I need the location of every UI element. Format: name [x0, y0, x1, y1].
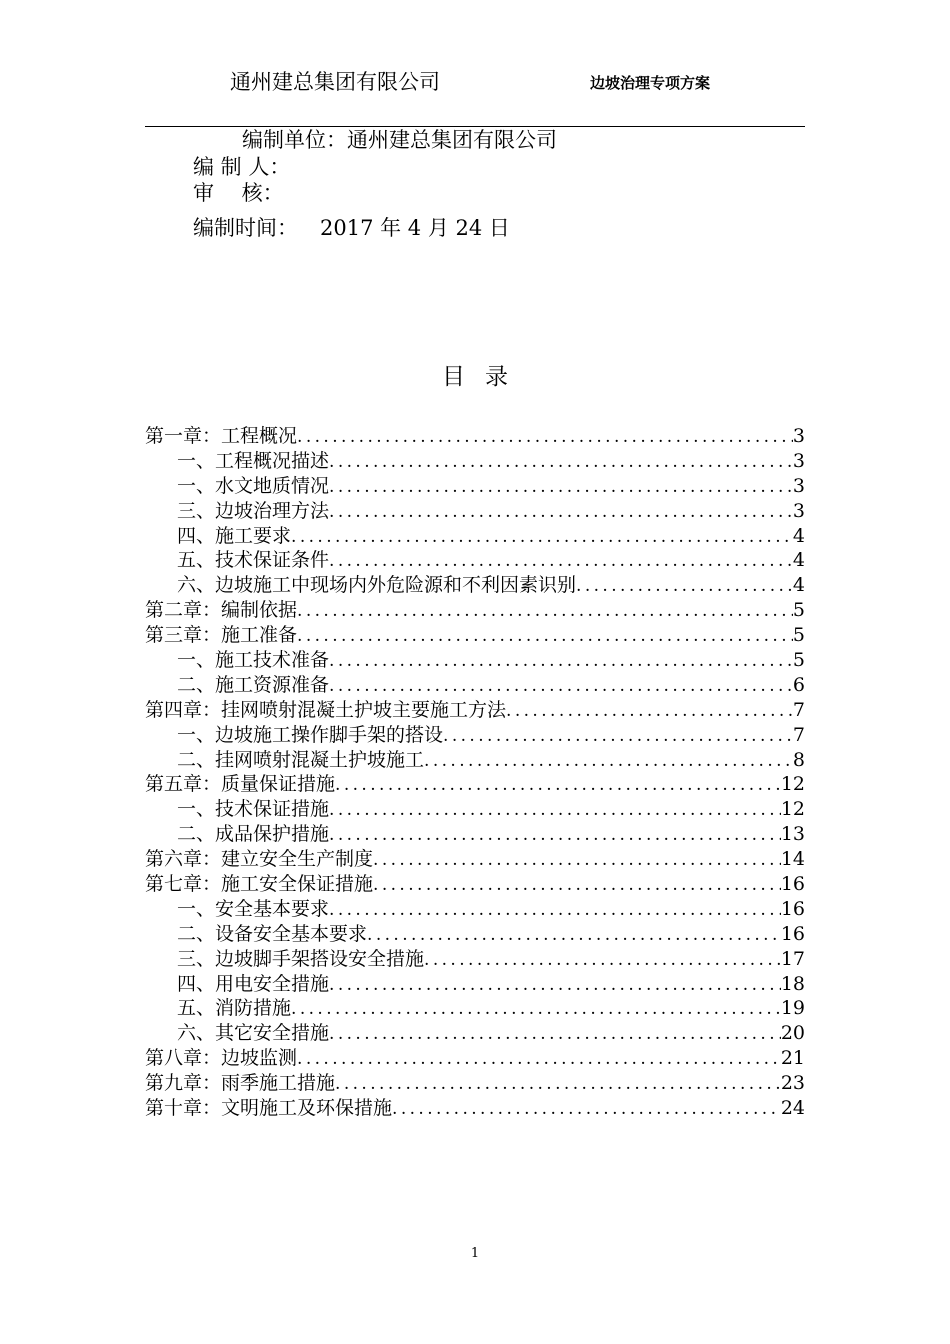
toc-entry-label: 第一章：工程概况 [145, 425, 298, 447]
toc-dot-leader [291, 997, 781, 1022]
toc-entry-page: 8 [792, 748, 805, 771]
toc-section-entry[interactable] [145, 524, 805, 549]
toc-entry-label: 第八章：边坡监测 [145, 1047, 298, 1070]
toc-entry-page: 3 [792, 499, 805, 522]
toc-entry-page: 6 [792, 673, 805, 696]
toc-section-entry[interactable] [145, 548, 805, 573]
toc-entry-page: 13 [780, 823, 805, 846]
toc-entry-page: 7 [792, 723, 805, 746]
toc-dot-leader [506, 699, 793, 724]
toc-entry-page: 21 [780, 1047, 805, 1070]
toc-entry-page: 4 [792, 524, 805, 547]
toc-entry-label: 第十章：文明施工及环保措施 [145, 1097, 393, 1120]
toc-dot-leader [373, 873, 781, 898]
toc-entry-label: 第三章：施工准备 [145, 624, 298, 647]
toc-chapter-entry[interactable] [145, 1071, 805, 1096]
toc-entry-label: 一、工程概况描述 [177, 449, 330, 472]
toc-entry-page: 5 [792, 599, 805, 622]
toc-section-entry[interactable] [145, 748, 805, 773]
toc-dot-leader [335, 773, 781, 798]
toc-entry-label: 第七章：施工安全保证措施 [145, 873, 374, 896]
toc-dot-leader [329, 823, 781, 848]
meta-date [193, 212, 510, 242]
toc-entry-label: 第四章：挂网喷射混凝土护坡主要施工方法 [145, 698, 507, 721]
toc-section-entry[interactable] [145, 797, 805, 822]
toc-entry-label: 二、施工资源准备 [177, 673, 330, 696]
toc-section-entry[interactable] [145, 996, 805, 1021]
toc-dot-leader [329, 450, 793, 475]
toc-section-entry[interactable] [145, 474, 805, 499]
meta-editor: 编 制 人： [193, 155, 291, 179]
toc-dot-leader [392, 1097, 781, 1122]
toc-entry-label: 第九章：雨季施工措施 [145, 1072, 336, 1095]
toc-entry-page: 20 [780, 1022, 805, 1045]
toc-entry-page: 3 [792, 474, 805, 497]
toc-section-entry[interactable] [145, 573, 805, 598]
toc-entry-page: 5 [792, 649, 805, 672]
toc-dot-leader [329, 798, 781, 823]
meta-unit: 编制单位：通州建总集团有限公司 [242, 128, 557, 152]
toc-dot-leader [443, 724, 793, 749]
toc-section-entry[interactable] [145, 723, 805, 748]
toc-dot-leader [329, 549, 793, 574]
toc-dot-leader [329, 898, 781, 923]
toc-dot-leader [297, 624, 793, 649]
toc-entry-page: 19 [780, 997, 805, 1020]
toc-entry-label: 四、用电安全措施 [177, 972, 330, 995]
toc-entry-label: 第五章：质量保证措施 [145, 773, 336, 796]
toc-section-entry[interactable] [145, 673, 805, 698]
toc-section-entry[interactable] [145, 822, 805, 847]
toc-section-entry[interactable] [145, 648, 805, 673]
meta-date-value: 2017 年 4 月 24 日 [320, 216, 510, 240]
toc-dot-leader [329, 674, 793, 699]
table-of-contents [145, 424, 805, 1121]
toc-entry-page: 12 [780, 773, 805, 796]
toc-section-entry[interactable] [145, 897, 805, 922]
toc-dot-leader [329, 1022, 781, 1047]
toc-section-entry[interactable] [145, 947, 805, 972]
toc-chapter-entry[interactable] [145, 623, 805, 648]
toc-entry-page: 12 [780, 798, 805, 821]
toc-entry-page: 23 [780, 1072, 805, 1095]
toc-section-entry[interactable] [145, 1021, 805, 1046]
toc-entry-label: 第六章：建立安全生产制度 [145, 848, 374, 871]
toc-entry-page: 5 [792, 624, 805, 647]
toc-entry-label: 二、成品保护措施 [177, 823, 330, 846]
toc-entry-label: 六、其它安全措施 [177, 1022, 330, 1045]
toc-chapter-entry[interactable] [145, 598, 805, 623]
toc-chapter-entry[interactable] [145, 424, 805, 449]
header-company: 通州建总集团有限公司 [230, 70, 440, 94]
toc-entry-page: 18 [780, 972, 805, 995]
toc-chapter-entry[interactable] [145, 872, 805, 897]
toc-dot-leader [329, 475, 793, 500]
toc-entry-label: 第二章：编制依据 [145, 599, 298, 622]
toc-chapter-entry[interactable] [145, 1096, 805, 1121]
toc-entry-label: 五、消防措施 [177, 997, 292, 1020]
toc-entry-label: 三、边坡治理方法 [177, 499, 330, 522]
toc-entry-label: 一、边坡施工操作脚手架的搭设 [177, 723, 444, 746]
toc-entry-page: 16 [780, 922, 805, 945]
toc-entry-label: 一、安全基本要求 [177, 897, 330, 920]
toc-dot-leader [291, 525, 793, 550]
toc-chapter-entry[interactable] [145, 1046, 805, 1071]
page-number: 1 [470, 1246, 480, 1261]
toc-entry-page: 4 [792, 549, 805, 572]
toc-chapter-entry[interactable] [145, 698, 805, 723]
toc-section-entry[interactable] [145, 972, 805, 997]
toc-entry-label: 二、设备安全基本要求 [177, 922, 368, 945]
meta-date-label: 编制时间： [193, 216, 298, 240]
toc-section-entry[interactable] [145, 499, 805, 524]
toc-section-entry[interactable] [145, 449, 805, 474]
toc-entry-label: 一、施工技术准备 [177, 649, 330, 672]
meta-reviewer: 审 核： [193, 181, 284, 205]
toc-dot-leader [373, 848, 781, 873]
toc-dot-leader [576, 574, 793, 599]
toc-entry-label: 一、水文地质情况 [177, 474, 330, 497]
toc-dot-leader [424, 749, 793, 774]
toc-entry-label: 一、技术保证措施 [177, 798, 330, 821]
toc-dot-leader [335, 1072, 781, 1097]
toc-entry-page: 17 [780, 947, 805, 970]
toc-dot-leader [329, 973, 781, 998]
toc-chapter-entry[interactable] [145, 772, 805, 797]
toc-dot-leader [297, 425, 793, 450]
toc-entry-page: 3 [792, 425, 805, 447]
toc-dot-leader [367, 923, 781, 948]
toc-entry-page: 3 [792, 449, 805, 472]
toc-entry-page: 4 [792, 574, 805, 597]
toc-dot-leader [424, 948, 781, 973]
toc-entry-page: 16 [780, 897, 805, 920]
toc-section-entry[interactable] [145, 922, 805, 947]
toc-dot-leader [329, 649, 793, 674]
toc-entry-label: 四、施工要求 [177, 524, 292, 547]
toc-chapter-entry[interactable] [145, 847, 805, 872]
toc-entry-label: 五、技术保证条件 [177, 549, 330, 572]
toc-entry-page: 7 [792, 698, 805, 721]
toc-entry-label: 六、边坡施工中现场内外危险源和不利因素识别 [177, 574, 577, 597]
toc-entry-label: 二、挂网喷射混凝土护坡施工 [177, 748, 425, 771]
header-doc-title: 边坡治理专项方案 [590, 74, 711, 92]
toc-entry-page: 14 [780, 848, 805, 871]
toc-entry-page: 24 [780, 1097, 805, 1120]
toc-dot-leader [297, 1047, 781, 1072]
toc-entry-page: 16 [780, 873, 805, 896]
toc-title: 目录 [442, 364, 528, 390]
toc-dot-leader [329, 500, 793, 525]
toc-dot-leader [297, 599, 793, 624]
toc-entry-label: 三、边坡脚手架搭设安全措施 [177, 947, 425, 970]
